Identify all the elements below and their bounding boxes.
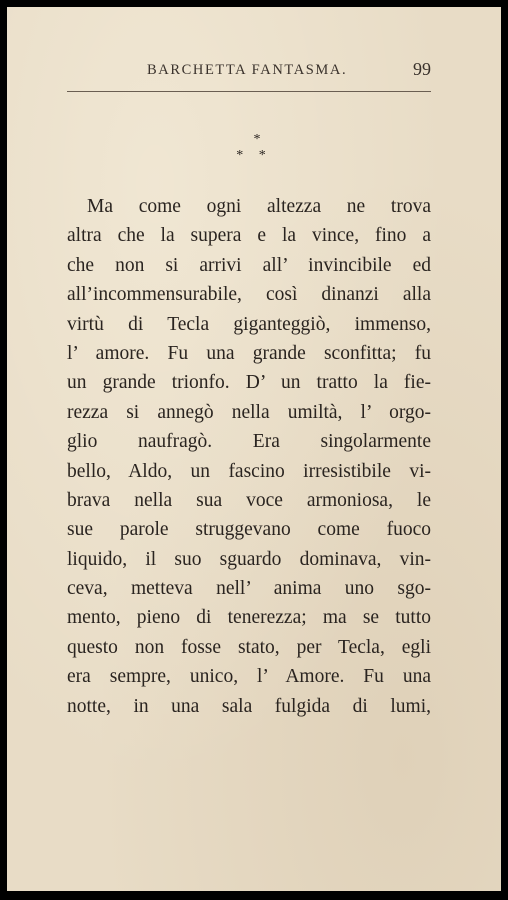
text-line: rezza si annegò nella umiltà, l’ orgo-: [67, 401, 431, 423]
text-line: l’ amore. Fu una grande sconfitta; fu: [67, 342, 431, 364]
text-line: glio naufragò. Era singolarmente: [67, 431, 431, 453]
running-title: BARCHETTA FANTASMA.: [147, 62, 348, 78]
page-header: [67, 59, 431, 89]
text-line: notte, in una sala fulgida di lumi,: [67, 695, 431, 717]
body-text: [67, 192, 431, 721]
text-line: mento, pieno di tenerezza; ma se tutto: [67, 607, 431, 629]
text-line: che non si arrivi all’ invincibile ed: [67, 254, 431, 276]
text-line: altra che la supera e la vince, fino a: [67, 225, 431, 247]
text-line: liquido, il suo sguardo dominava, vin-: [67, 548, 431, 570]
text-line: brava nella sua voce armoniosa, le: [67, 489, 431, 511]
text-line: ceva, metteva nell’ anima uno sgo-: [67, 578, 431, 600]
page-number: 99: [413, 59, 431, 79]
text-line: sue parole struggevano come fuoco: [67, 519, 431, 541]
text-line: bello, Aldo, un fascino irresistibile vi-: [67, 460, 431, 482]
text-line: all’incommensurabile, così dinanzi alla: [67, 284, 431, 306]
text-line: questo non fosse stato, per Tecla, egli: [67, 636, 431, 658]
book-page: [7, 7, 501, 891]
text-line: virtù di Tecla giganteggiò, immenso,: [67, 313, 431, 335]
asterism-top: *: [253, 132, 261, 147]
text-line: un grande trionfo. D’ un tratto la fie-: [67, 372, 431, 394]
text-line: era sempre, unico, l’ Amore. Fu una: [67, 666, 431, 688]
asterism-bottom: * *: [236, 148, 272, 163]
text-line: Ma come ogni altezza ne trova: [87, 196, 431, 217]
header-rule: [67, 91, 431, 92]
